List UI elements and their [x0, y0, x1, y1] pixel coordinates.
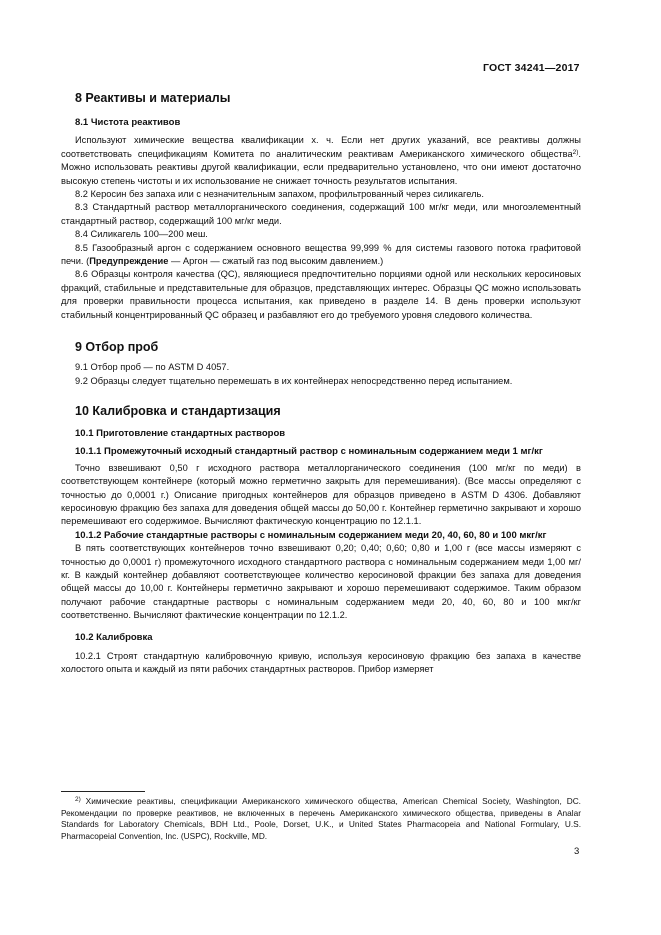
page-number: 3: [574, 846, 580, 857]
footnote: $^{2)}$ Химические реактивы, спецификации Американского химического общества, American Chemical Society, Washington, DC. Рекомендации по проверке реактивов, не включенных в перечень Американского химического общества, приведены в Analar Standards for Laboratory Chemicals, BDH Ltd., Poole, Dorset, U.K., и United States Pharmacopeia and National Formulary, U.S. Pharmacopeial Convention, Inc. (USPC), Rockville, MD.: [61, 796, 581, 841]
subsection-10-1-2-title: 10.1.2 Рабочие стандартные растворы с номинальным содержанием меди 20, 40, 60, 80 и 100 мкг/кг: [75, 529, 547, 541]
paragraph-10-2-1: 10.2.1 Строят стандартную калибровочную кривую, используя керосиновую фракцию без запаха в качестве холостого опыта и каждый из пяти рабочих стандартных растворов. Прибор измеряет: [61, 651, 581, 675]
subsection-8-1-title: 8.1 Чистота реактивов: [75, 117, 181, 128]
paragraph-8-3: 8.3 Стандартный раствор металлорганического соединения, содержащий 100 мг/кг меди, или многоэлементный стандартный раствор, содержащий 100 мг/кг меди.: [61, 202, 581, 226]
section-8-title: 8 Реактивы и материалы: [75, 91, 231, 105]
subsection-10-1-title: 10.1 Приготовление стандартных растворов: [75, 427, 286, 439]
paragraph-10-1-2: В пять соответствующих контейнеров точно взвешивают 0,20; 0,40; 0,60; 0,80 и 1,00 г (все массы измеряют с точностью до 0,0001 г) промежуточного исходного стандартного раствора с номинальным содержанием меди 1,00 мг/кг. В каждый контейнер добавляют соответствующее количество керосиновой фракции без запаха для доведения общей массы до 10,00 г. Контейнеры герметично закрывают и хорошо перемешивают содержимое. Таким образом получают рабочие стандартные растворы с номинальным содержанием меди 20, 40, 60, 80 и 100 мкг/кг соответственно. Вычисляют фактические концентрации по 12.1.2.: [61, 543, 581, 621]
page-content: [61, 90, 581, 677]
footnote-mark: 2): [75, 796, 81, 803]
section-10-title: 10 Калибровка и стандартизация: [75, 403, 281, 418]
paragraph-10-1-1: Точно взвешивают 0,50 г исходного раствора металлорганического соединения (100 мг/кг по меди) в соответствующем контейнере (который можно герметично закрыть для перемешивания). (Все массы определяют с точностью до 0,0001 г.) Описание пригодных контейнеров для образцов приведено в ASTM D 4306. Добавляют керосиновую фракцию без запаха для доведения общей массы до 50,00 г. Контейнер герметично закрывают и хорошо перемешивают его содержимое. Вычисляют фактическую концентрацию по 12.1.1.: [61, 462, 581, 527]
subsection-10-2-title: 10.2 Калибровка: [75, 631, 153, 643]
paragraph-9-2: 9.2 Образцы следует тщательно перемешать в их контейнерах непосредственно перед испытанием.: [75, 375, 513, 386]
footnote-ref: 2): [572, 148, 579, 156]
paragraph-8-1: Используют химические вещества квалификации х. ч. Если нет других указаний, все реактивы должны соответствовать спецификациям Комитета по аналитическим реактивам Американского химического общества$^{2)}$. Можно использовать реактивы другой квалификации, если предварительно установлено, что они имеют достаточно высокую степень чистоты и их использование не снижает точность результатов испытания.: [61, 135, 581, 186]
warning-label: Предупреждение: [89, 256, 169, 267]
document-id: ГОСТ 34241—2017: [483, 62, 580, 74]
section-9-title: 9 Отбор проб: [75, 340, 159, 355]
paragraph-8-2: 8.2 Керосин без запаха или с незначительным запахом, профильтрованный через силикагель.: [75, 189, 484, 200]
footnote-divider: [61, 791, 145, 792]
subsection-10-1-1-title: 10.1.1 Промежуточный исходный стандартный раствор с номинальным содержанием меди 1 мг/кг: [75, 446, 543, 458]
paragraph-9-1: 9.1 Отбор проб — по ASTM D 4057.: [75, 362, 230, 373]
paragraph-8-5: 8.5 Газообразный аргон с содержанием основного вещества 99,999 % для системы газового потока графитовой печи. (Предупреждение — Аргон — сжатый газ под высоким давлением.): [61, 242, 581, 267]
paragraph-8-4: 8.4 Силикагель 100—200 меш.: [75, 229, 208, 240]
paragraph-8-6: 8.6 Образцы контроля качества (QC), являющиеся предпочтительно порциями одной или нескольких керосиновых фракций, стабильные и представительные для образцов, представляющих интерес. Образцы QC можно использовать для проверки правильности процесса испытания, как приведено в разделе 14. В день проверки используют стабильный концентрированный QC образец и разбавляют его до требуемого уровня следового количества.: [61, 269, 581, 320]
